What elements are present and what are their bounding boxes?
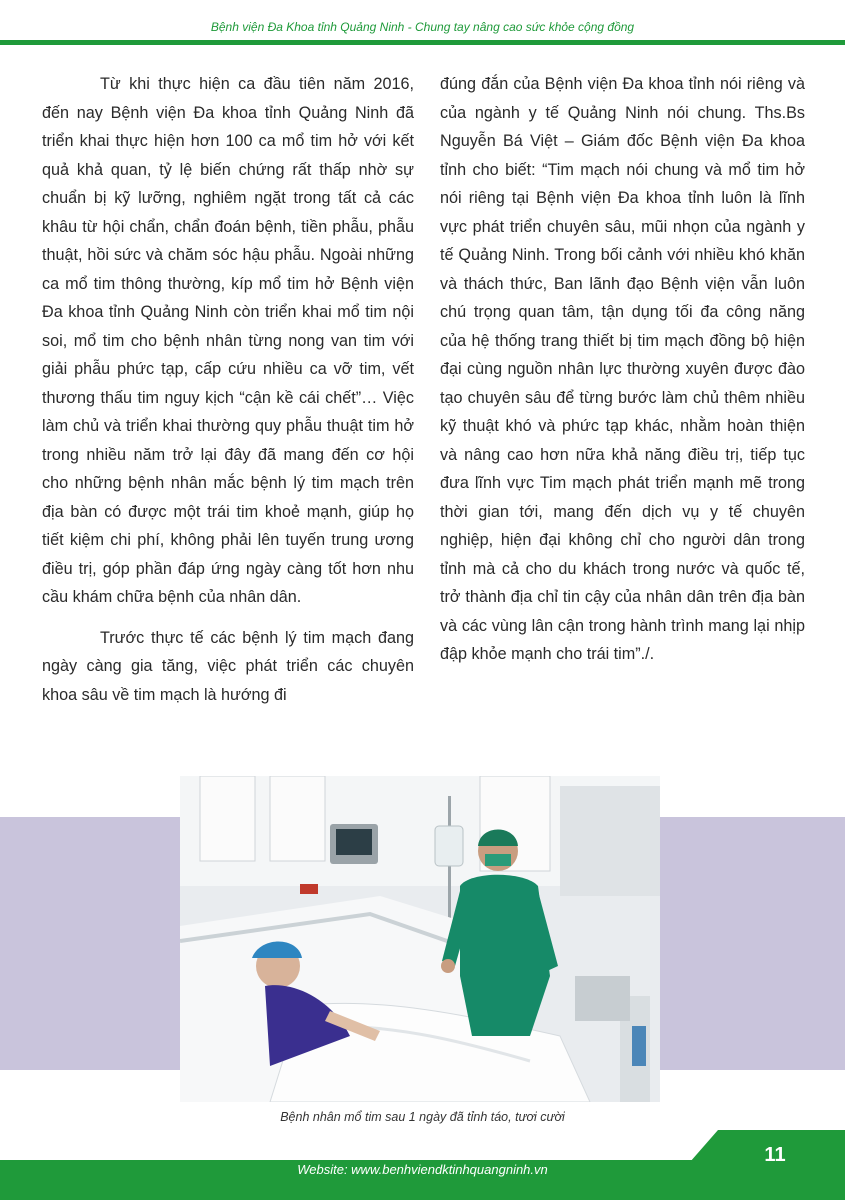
page-number: 11 (764, 1144, 786, 1166)
article-left-column (42, 70, 414, 721)
article-paragraph: đúng đắn của Bệnh viện Đa khoa tỉnh nói riêng và của ngành y tế Quảng Ninh nói chung. Ths.Bs Nguyễn Bá Việt – Giám đốc Bệnh viện Đa khoa tỉnh cho biết: “Tim mạch nói chung và mổ tim hở nói riêng tại Bệnh viện Đa khoa tỉnh luôn là lĩnh vực phát triển chuyên sâu, mũi nhọn của ngành y tế Quảng Ninh. Trong bối cảnh với nhiều khó khăn và thách thức, Ban lãnh đạo Bệnh viện vẫn luôn chú trọng quan tâm, tận dụng tối đa công năng của hệ thống trang thiết bị tim mạch đồng bộ hiện đại cùng nguồn nhân lực thường xuyên được đào tạo chuyên sâu để từng bước làm chủ thêm nhiều kỹ thuật khó và phức tạp khác, nhằm hoàn thiện và nâng cao hơn nữa khả năng điều trị, tiếp tục đưa lĩnh vực Tim mạch phát triển mạnh mẽ trong thời gian tới, mang đến dịch vụ y tế chuyên nghiệp, hiện đại không chỉ cho người dân trong tỉnh mà cả cho du khách trong nước và quốc tế, trở thành địa chỉ tin cậy của nhân dân trên địa bàn và các vùng lân cận trong hành trình mang lại nhịp đập khỏe mạnh cho trái tim”./. (440, 75, 805, 663)
article-paragraph: Trước thực tế các bệnh lý tim mạch đang ngày càng gia tăng, việc phát triển các chuyên khoa sâu về tim mạch là hướng đi (42, 628, 414, 704)
photo-caption: Bệnh nhân mổ tim sau 1 ngày đã tỉnh táo, tươi cười (280, 1110, 565, 1124)
footer-website: Website: www.benhviendktinhquangninh.vn (297, 1162, 548, 1177)
patient-photo (180, 776, 660, 1102)
page-header (0, 0, 845, 40)
article-right-column (440, 70, 805, 681)
header-tagline: Bệnh viện Đa Khoa tỉnh Quảng Ninh - Chung tay nâng cao sức khỏe cộng đồng (210, 20, 635, 34)
header-divider (0, 40, 845, 45)
article-paragraph: Từ khi thực hiện ca đầu tiên năm 2016, đến nay Bệnh viện Đa khoa tỉnh Quảng Ninh đã triển khai thực hiện hơn 100 ca mổ tim hở với kết quả khả quan, tỷ lệ biến chứng rất thấp nhờ sự chuẩn bị kỹ lưỡng, nghiêm ngặt trong tất cả các khâu từ hội chẩn, chẩn đoán bệnh, tiền phẫu, phẫu thuật, hồi sức và chăm sóc hậu phẫu. Ngoài những ca mổ tim thông thường, kíp mổ tim hở Bệnh viện Đa khoa tỉnh Quảng Ninh còn triển khai mổ tim nội soi, mổ tim cho bệnh nhân từng nong van tim với giải phẫu phức tạp, cấp cứu nhiều ca vỡ tim, vết thương thấu tim nguy kịch “cận kề cái chết”… Việc làm chủ và triển khai thường quy phẫu thuật tim hở trong nhiều năm trở lại đây đã mang đến cơ hội cho những bệnh nhân mắc bệnh lý tim mạch trên địa bàn có được một trái tim khoẻ mạnh, giúp họ tiết kiệm chi phí, không phải lên tuyến trung ương điều trị, góp phần đáp ứng ngày càng tốt hơn nhu cầu khám chữa bệnh của nhân dân. (42, 75, 414, 606)
